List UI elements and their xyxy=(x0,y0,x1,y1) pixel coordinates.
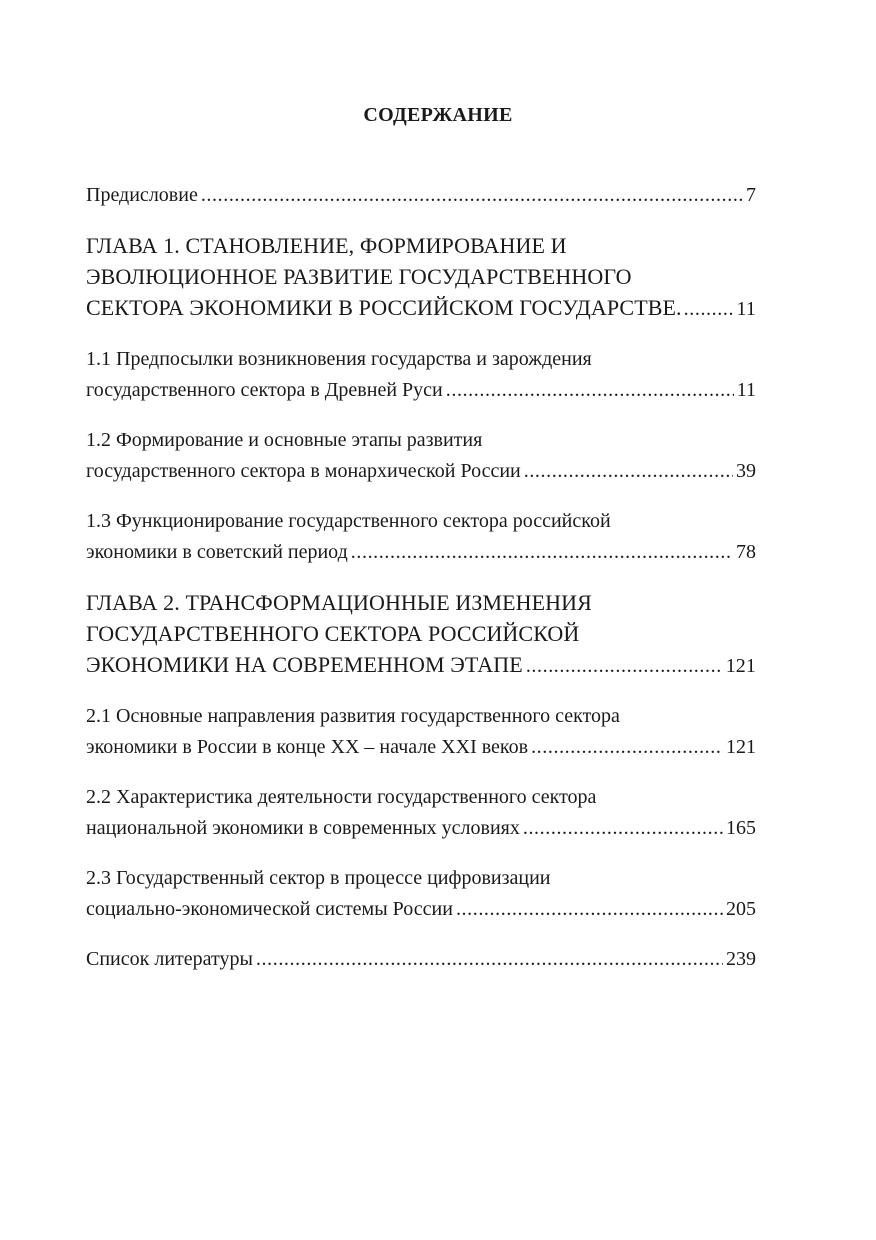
toc-entry-2-3 xyxy=(86,863,756,925)
toc-entry-text: ГЛАВА 2. ТРАНСФОРМАЦИОННЫЕ ИЗМЕНЕНИЯ xyxy=(86,590,592,615)
toc-entry-2-1 xyxy=(86,701,756,763)
toc-entry-1-3 xyxy=(86,506,756,568)
toc-entry-text: экономики в России в конце XX – начале XXI веков xyxy=(86,736,529,758)
toc-entry-chapter-2 xyxy=(86,587,756,682)
toc-entry-text: государственного сектора в монархической России xyxy=(86,460,521,482)
toc-entry-preface xyxy=(86,180,756,211)
toc-page-number: 121 xyxy=(725,655,756,677)
toc-page-number: 11 xyxy=(736,379,756,401)
toc-leader-dots xyxy=(446,375,734,406)
toc-entry-text: ЭВОЛЮЦИОННОЕ РАЗВИТИЕ ГОСУДАРСТВЕННОГО xyxy=(86,264,632,289)
toc-entry-text: 2.3 Государственный сектор в процессе цифровизации xyxy=(86,867,551,889)
toc-page-number: 205 xyxy=(726,898,756,920)
toc-page-number: 121 xyxy=(726,736,756,758)
toc-entry-text: национальной экономики в современных условиях xyxy=(86,817,520,839)
toc-leader-dots xyxy=(523,813,723,844)
toc-page-number: 7 xyxy=(746,184,756,206)
toc-leader-dots xyxy=(256,944,723,975)
toc-entry-1-1 xyxy=(86,344,756,406)
toc-leader-dots xyxy=(201,180,743,211)
toc-entry-chapter-1 xyxy=(86,230,756,325)
toc-entry-1-2 xyxy=(86,425,756,487)
toc-entry-text: экономики в советский период xyxy=(86,541,348,563)
toc-page-number: 11 xyxy=(736,298,756,320)
toc-entry-text: 1.3 Функционирование государственного сектора российской xyxy=(86,510,611,532)
toc-entry-text: СЕКТОРА ЭКОНОМИКИ В РОССИЙСКОМ ГОСУДАРСТВЕ. xyxy=(86,295,682,320)
toc-leader-dots xyxy=(456,894,723,925)
toc-entry-text: ГЛАВА 1. СТАНОВЛЕНИЕ, ФОРМИРОВАНИЕ И xyxy=(86,233,567,258)
toc-page-number: 39 xyxy=(736,460,756,482)
toc-leader-dots xyxy=(351,537,733,568)
toc-entry-text: Список литературы xyxy=(86,948,253,970)
toc-entry-text: Предисловие xyxy=(86,184,198,206)
page-title: СОДЕРЖАНИЕ xyxy=(363,104,513,126)
toc-entry-text: 2.2 Характеристика деятельности государственного сектора xyxy=(86,786,597,808)
toc-entry-text: государственного сектора в Древней Руси xyxy=(86,379,443,401)
toc-leader-dots xyxy=(531,732,723,763)
toc-leader-dots xyxy=(684,294,735,325)
toc-page-number: 239 xyxy=(726,948,756,970)
toc-entry-text: ЭКОНОМИКИ НА СОВРЕМЕННОМ ЭТАПЕ xyxy=(86,652,523,677)
toc-leader-dots xyxy=(524,456,733,487)
toc-entry-2-2 xyxy=(86,782,756,844)
toc-entry-bibliography xyxy=(86,944,756,975)
toc-entry-text: 1.1 Предпосылки возникновения государства и зарождения xyxy=(86,348,592,370)
toc-leader-dots xyxy=(526,651,723,682)
toc-entry-text: ГОСУДАРСТВЕННОГО СЕКТОРА РОССИЙСКОЙ xyxy=(86,621,580,646)
toc-entry-text: 2.1 Основные направления развития государственного сектора xyxy=(86,705,620,727)
table-of-contents xyxy=(86,180,756,994)
toc-entry-text: социально-экономической системы России xyxy=(86,898,453,920)
toc-entry-text: 1.2 Формирование и основные этапы развития xyxy=(86,429,483,451)
toc-page-number: 165 xyxy=(726,817,756,839)
toc-page-number: 78 xyxy=(736,541,756,563)
